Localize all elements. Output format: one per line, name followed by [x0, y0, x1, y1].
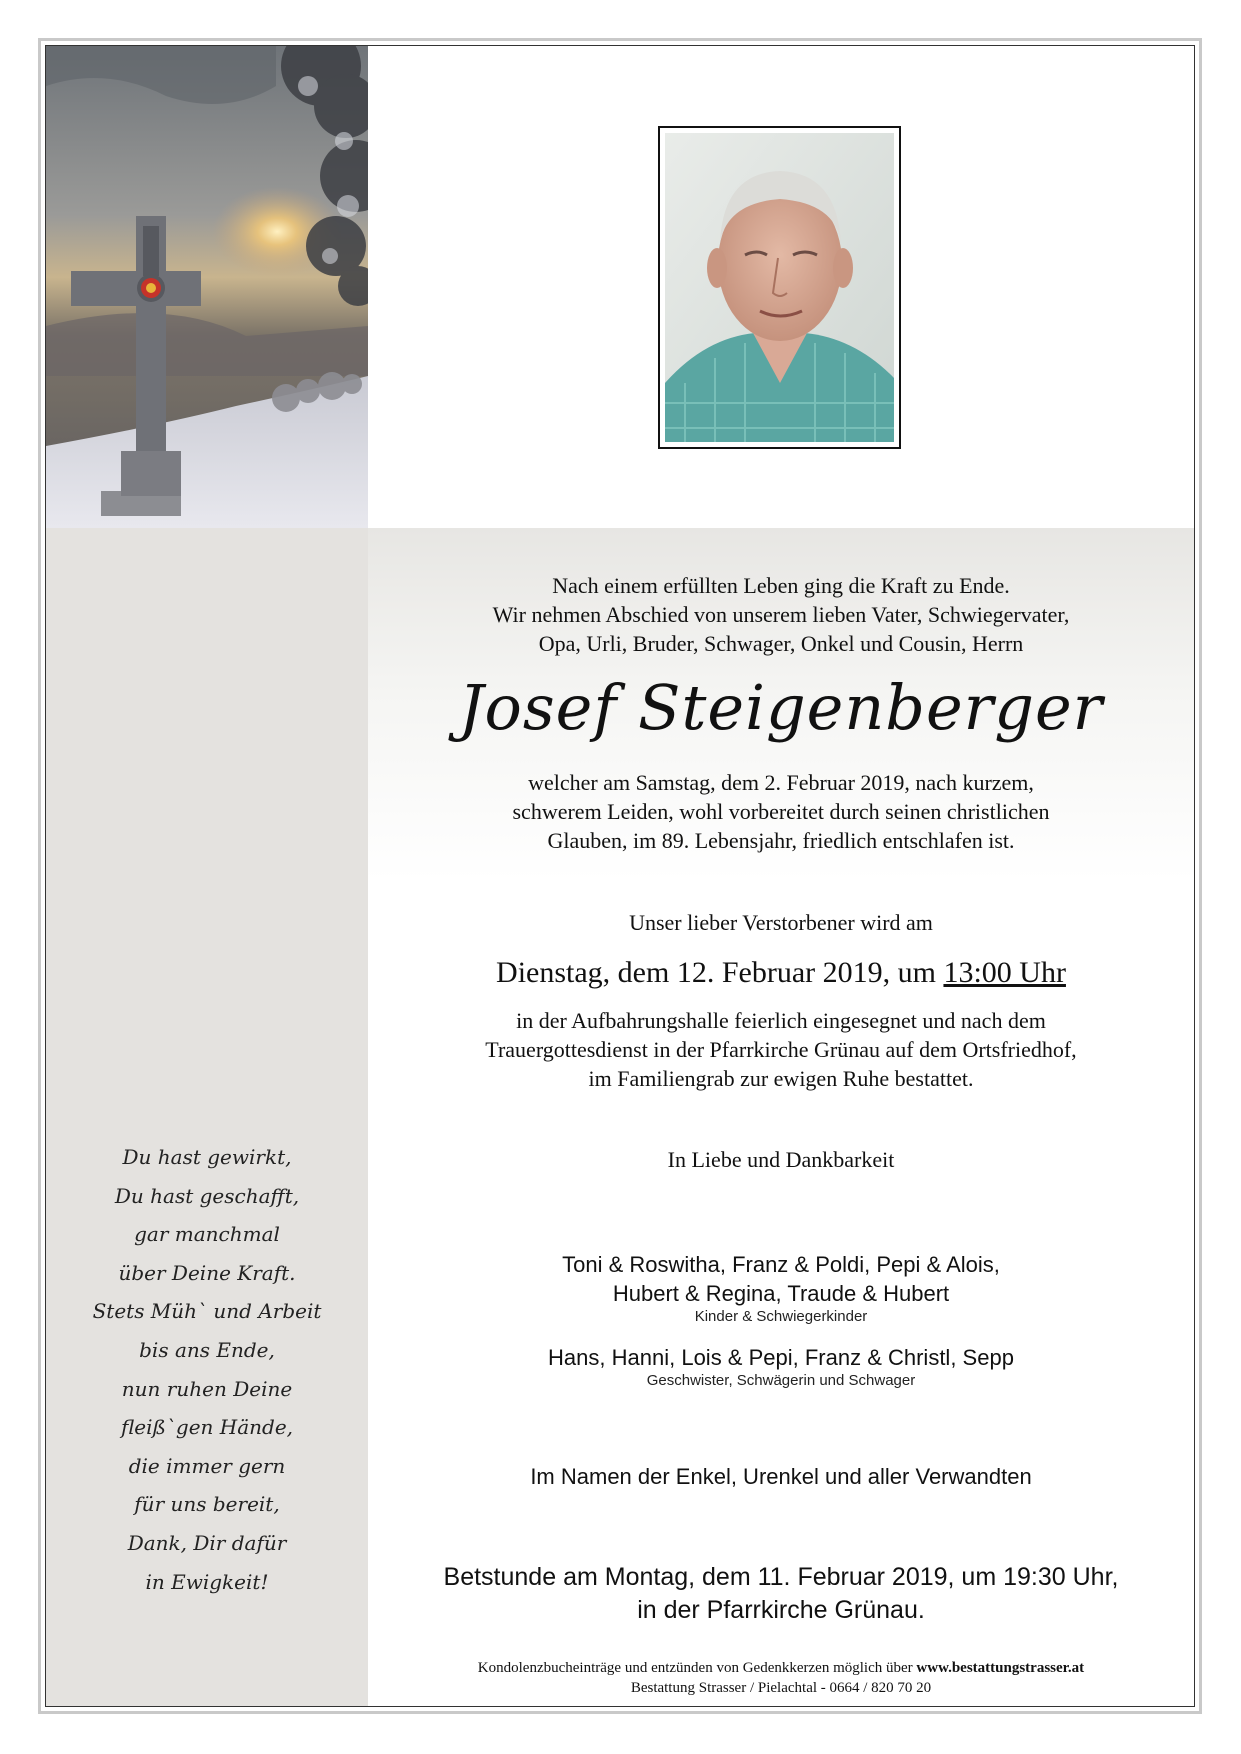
burial-details [368, 1006, 1194, 1093]
poem-line: Du hast gewirkt, [122, 1145, 292, 1169]
deceased-name: Josef Steigenberger [458, 671, 1104, 744]
intro-text [368, 571, 1194, 658]
cross-landscape-photo-icon [46, 46, 368, 528]
intro-line: Nach einem erfüllten Leben ging die Kraft zu Ende. [552, 573, 1010, 598]
funeral-date-text: Dienstag, dem 12. Februar 2019, um [496, 956, 936, 989]
website-link[interactable]: www.bestattungstrasser.at [916, 1660, 1085, 1676]
footer-condolence-text: Kondolenzbucheinträge und entzünden von Gedenkkerzen möglich über [477, 1660, 913, 1676]
family-label: Geschwister, Schwägerin und Schwager [646, 1372, 916, 1389]
left-side-panel [46, 46, 368, 1706]
intro-line: Wir nehmen Abschied von unserem lieben Vater, Schwiegervater, [492, 602, 1070, 627]
funeral-time: 13:00 Uhr [943, 956, 1066, 989]
burial-line: im Familiengrab zur ewigen Ruhe bestattet. [588, 1066, 974, 1091]
prayer-line: Betstunde am Montag, dem 11. Februar 2019, um 19:30 Uhr, [443, 1563, 1119, 1591]
closing-phrase: In Liebe und Dankbarkeit [667, 1147, 895, 1172]
poem-line: nun ruhen Deine [121, 1376, 293, 1401]
poem-line: bis ans Ende, [139, 1337, 275, 1362]
family-line: Hans, Hanni, Lois & Pepi, Franz & Christl, Sepp [548, 1345, 1014, 1370]
death-line: schwerem Leiden, wohl vorbereitet durch seinen christlichen [512, 799, 1050, 824]
death-line: Glauben, im 89. Lebensjahr, friedlich entschlafen ist. [547, 828, 1015, 853]
poem [46, 1138, 368, 1601]
relatives-line: Im Namen der Enkel, Urenkel und aller Verwandten [530, 1464, 1032, 1489]
burial-line: Trauergottesdienst in der Pfarrkirche Grünau auf dem Ortsfriedhof, [485, 1037, 1077, 1062]
family-line: Toni & Roswitha, Franz & Poldi, Pepi & Alois, [562, 1252, 1000, 1277]
portrait-photo-icon [658, 126, 901, 449]
family-group-children [368, 1250, 1194, 1326]
obituary-card [45, 45, 1195, 1707]
poem-line: fleiß`gen Hände, [120, 1415, 294, 1440]
prayer-line: in der Pfarrkirche Grünau. [637, 1596, 925, 1624]
poem-line: über Deine Kraft. [118, 1260, 296, 1285]
burial-line: in der Aufbahrungshalle feierlich eingesegnet und nach dem [516, 1008, 1046, 1033]
funeral-date [368, 953, 1194, 993]
poem-line: Dank, Dir dafür [127, 1530, 287, 1555]
poem-line: die immer gern [128, 1453, 286, 1478]
footer-line-1 [368, 1658, 1194, 1678]
family-label: Kinder & Schwiegerkinder [694, 1308, 868, 1325]
poem-line: für uns bereit, [134, 1492, 280, 1517]
family-line: Hubert & Regina, Traude & Hubert [612, 1281, 950, 1306]
poem-line: gar manchmal [134, 1222, 280, 1247]
death-line: welcher am Samstag, dem 2. Februar 2019, nach kurzem, [528, 770, 1034, 795]
poem-line: in Ewigkeit! [145, 1569, 269, 1594]
poem-line: Du hast geschafft, [114, 1183, 300, 1208]
poem-line: Stets Müh` und Arbeit [92, 1299, 322, 1324]
intro-line: Opa, Urli, Bruder, Schwager, Onkel und Cousin, Herrn [538, 631, 1024, 656]
footer [368, 1658, 1194, 1698]
prayer-hour [368, 1561, 1194, 1627]
death-notice [368, 768, 1194, 855]
burial-intro: Unser lieber Verstorbener wird am [629, 910, 933, 935]
footer-line-2: Bestattung Strasser / Pielachtal - 0664 / 820 70 20 [630, 1680, 932, 1696]
family-group-siblings [368, 1343, 1194, 1390]
